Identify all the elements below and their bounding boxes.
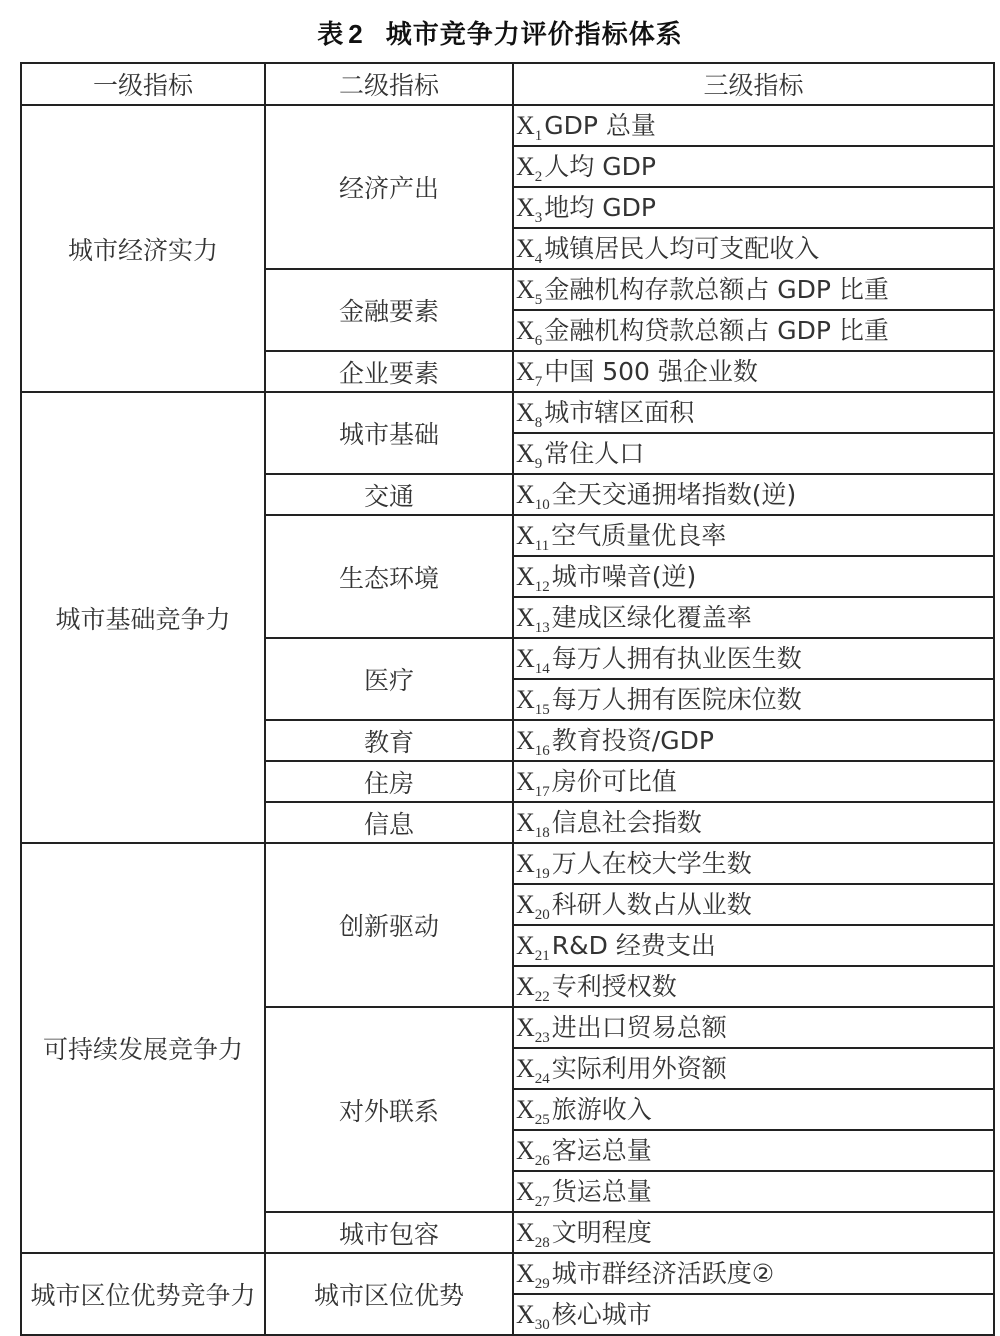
level3-cell — [513, 310, 994, 351]
indicator-text: 货运总量 — [551, 1177, 652, 1206]
level2-cell: 教育 — [265, 720, 513, 761]
indicator-number: 9 — [534, 456, 543, 472]
level3-cell — [513, 1294, 994, 1335]
level2-cell: 城市区位优势 — [265, 1253, 513, 1335]
indicator-text: 客运总量 — [551, 1136, 652, 1165]
level3-cell — [513, 351, 994, 392]
level2-cell: 信息 — [265, 802, 513, 843]
indicator-code: $X_{28}$ — [516, 1218, 550, 1251]
indicator-code: $X_2$ — [516, 152, 543, 185]
indicator-number: 3 — [534, 210, 543, 226]
level3-cell — [513, 843, 994, 884]
indicator-text: 全天交通拥堵指数(逆) — [551, 480, 797, 509]
indicator-number: 1 — [534, 128, 543, 144]
indicator-code: $X_{10}$ — [516, 480, 550, 513]
level3-cell — [513, 966, 994, 1007]
indicator-table — [20, 62, 995, 1336]
indicator-code: $X_{13}$ — [516, 603, 550, 636]
indicator-text: 空气质量优良率 — [551, 521, 727, 550]
indicator-text: 文明程度 — [551, 1218, 652, 1247]
indicator-text: 进出口贸易总额 — [551, 1013, 727, 1042]
level3-cell — [513, 1171, 994, 1212]
table-row — [21, 392, 994, 433]
level1-cell: 城市基础竞争力 — [21, 392, 265, 843]
level2-cell: 城市基础 — [265, 392, 513, 474]
table-title-label: 表 — [317, 20, 345, 50]
level3-cell — [513, 187, 994, 228]
indicator-code: $X_{23}$ — [516, 1013, 550, 1046]
level2-cell: 交通 — [265, 474, 513, 515]
header-row — [21, 63, 994, 105]
indicator-number: 24 — [534, 1071, 550, 1087]
table-title-number: 2 — [348, 19, 364, 49]
indicator-code: $X_3$ — [516, 193, 543, 226]
level2-cell: 生态环境 — [265, 515, 513, 638]
level3-cell — [513, 802, 994, 843]
indicator-number: 17 — [534, 784, 550, 800]
indicator-number: 28 — [534, 1235, 550, 1251]
indicator-text: 建成区绿化覆盖率 — [551, 603, 752, 632]
indicator-code: $X_{22}$ — [516, 972, 550, 1005]
header-level3: 三级指标 — [513, 63, 994, 105]
level3-cell — [513, 1253, 994, 1294]
indicator-number: 22 — [534, 989, 550, 1005]
level1-cell: 可持续发展竞争力 — [21, 843, 265, 1253]
table-row — [21, 1253, 994, 1294]
indicator-text: 信息社会指数 — [551, 808, 702, 837]
level2-cell: 经济产出 — [265, 105, 513, 269]
indicator-text: GDP 总量 — [544, 111, 656, 140]
indicator-code: $X_{17}$ — [516, 767, 550, 800]
indicator-code: $X_1$ — [516, 111, 543, 144]
indicator-number: 26 — [534, 1153, 550, 1169]
level3-cell — [513, 1048, 994, 1089]
indicator-code: $X_{16}$ — [516, 726, 550, 759]
table-header — [21, 63, 994, 105]
indicator-text: 万人在校大学生数 — [551, 849, 752, 878]
level3-cell — [513, 761, 994, 802]
table-row — [21, 843, 994, 884]
indicator-text: 金融机构存款总额占 GDP 比重 — [544, 275, 889, 304]
indicator-code: $X_7$ — [516, 357, 543, 390]
indicator-code: $X_{21}$ — [516, 931, 550, 964]
indicator-code: $X_{25}$ — [516, 1095, 550, 1128]
indicator-text: 城市辖区面积 — [544, 398, 695, 427]
level3-cell — [513, 638, 994, 679]
indicator-code: $X_{24}$ — [516, 1054, 550, 1087]
indicator-number: 23 — [534, 1030, 550, 1046]
indicator-code: $X_{12}$ — [516, 562, 550, 595]
indicator-number: 11 — [534, 538, 550, 554]
table-title — [0, 14, 1000, 51]
indicator-number: 27 — [534, 1194, 550, 1210]
level3-cell — [513, 146, 994, 187]
level3-cell — [513, 392, 994, 433]
indicator-number: 7 — [534, 374, 543, 390]
level3-cell — [513, 679, 994, 720]
indicator-code: $X_{30}$ — [516, 1300, 550, 1333]
indicator-code: $X_6$ — [516, 316, 543, 349]
indicator-number: 16 — [534, 743, 550, 759]
indicator-text: 城镇居民人均可支配收入 — [544, 234, 820, 263]
indicator-text: 常住人口 — [544, 439, 645, 468]
indicator-text: 旅游收入 — [551, 1095, 652, 1124]
level2-cell: 金融要素 — [265, 269, 513, 351]
indicator-code: $X_{20}$ — [516, 890, 550, 923]
indicator-text: 城市噪音(逆) — [551, 562, 697, 591]
level2-cell: 城市包容 — [265, 1212, 513, 1253]
indicator-number: 5 — [534, 292, 543, 308]
level3-cell — [513, 269, 994, 310]
level3-cell — [513, 228, 994, 269]
indicator-code: $X_{19}$ — [516, 849, 550, 882]
indicator-code: $X_{26}$ — [516, 1136, 550, 1169]
level2-cell: 对外联系 — [265, 1007, 513, 1212]
indicator-text: 金融机构贷款总额占 GDP 比重 — [544, 316, 889, 345]
indicator-text: 每万人拥有医院床位数 — [551, 685, 802, 714]
level1-cell: 城市经济实力 — [21, 105, 265, 392]
indicator-number: 25 — [534, 1112, 550, 1128]
level3-cell — [513, 515, 994, 556]
level2-cell: 创新驱动 — [265, 843, 513, 1007]
level3-cell — [513, 1089, 994, 1130]
indicator-code: $X_{29}$ — [516, 1259, 550, 1292]
level1-cell: 城市区位优势竞争力 — [21, 1253, 265, 1335]
indicator-text: 每万人拥有执业医生数 — [551, 644, 802, 673]
indicator-number: 20 — [534, 907, 550, 923]
indicator-number: 4 — [534, 251, 543, 267]
level2-cell: 医疗 — [265, 638, 513, 720]
indicator-number: 21 — [534, 948, 550, 964]
indicator-text: R&D 经费支出 — [551, 931, 716, 960]
table-title-text: 城市竞争力评价指标体系 — [385, 20, 683, 50]
header-level2: 二级指标 — [265, 63, 513, 105]
level3-cell — [513, 474, 994, 515]
table-row — [21, 105, 994, 146]
indicator-number: 18 — [534, 825, 550, 841]
indicator-text: 实际利用外资额 — [551, 1054, 727, 1083]
indicator-text: 城市群经济活跃度② — [551, 1259, 775, 1288]
level3-cell — [513, 597, 994, 638]
level3-cell — [513, 433, 994, 474]
indicator-text: 专利授权数 — [551, 972, 677, 1001]
indicator-text: 教育投资/GDP — [551, 726, 714, 755]
indicator-code: $X_{18}$ — [516, 808, 550, 841]
level3-cell — [513, 556, 994, 597]
indicator-code: $X_{11}$ — [516, 521, 550, 554]
level3-cell — [513, 1130, 994, 1171]
indicator-text: 科研人数占从业数 — [551, 890, 752, 919]
indicator-number: 19 — [534, 866, 550, 882]
indicator-text: 核心城市 — [551, 1300, 652, 1329]
level2-cell: 住房 — [265, 761, 513, 802]
level2-cell: 企业要素 — [265, 351, 513, 392]
indicator-number: 10 — [534, 497, 550, 513]
indicator-number: 12 — [534, 579, 550, 595]
indicator-code: $X_{14}$ — [516, 644, 550, 677]
level3-cell — [513, 105, 994, 146]
indicator-code: $X_8$ — [516, 398, 543, 431]
indicator-number: 14 — [534, 661, 550, 677]
level3-cell — [513, 925, 994, 966]
header-level1: 一级指标 — [21, 63, 265, 105]
indicator-number: 15 — [534, 702, 550, 718]
indicator-number: 13 — [534, 620, 550, 636]
indicator-code: $X_5$ — [516, 275, 543, 308]
indicator-number: 30 — [534, 1317, 550, 1333]
indicator-code: $X_4$ — [516, 234, 543, 267]
level3-cell — [513, 720, 994, 761]
indicator-number: 2 — [534, 169, 543, 185]
indicator-number: 6 — [534, 333, 543, 349]
indicator-text: 中国 500 强企业数 — [544, 357, 758, 386]
indicator-text: 地均 GDP — [544, 193, 656, 222]
indicator-text: 房价可比值 — [551, 767, 677, 796]
table-body — [21, 105, 994, 1335]
indicator-code: $X_9$ — [516, 439, 543, 472]
level3-cell — [513, 884, 994, 925]
level3-cell — [513, 1007, 994, 1048]
indicator-code: $X_{15}$ — [516, 685, 550, 718]
indicator-text: 人均 GDP — [544, 152, 656, 181]
indicator-code: $X_{27}$ — [516, 1177, 550, 1210]
level3-cell — [513, 1212, 994, 1253]
indicator-number: 8 — [534, 415, 543, 431]
indicator-number: 29 — [534, 1276, 550, 1292]
